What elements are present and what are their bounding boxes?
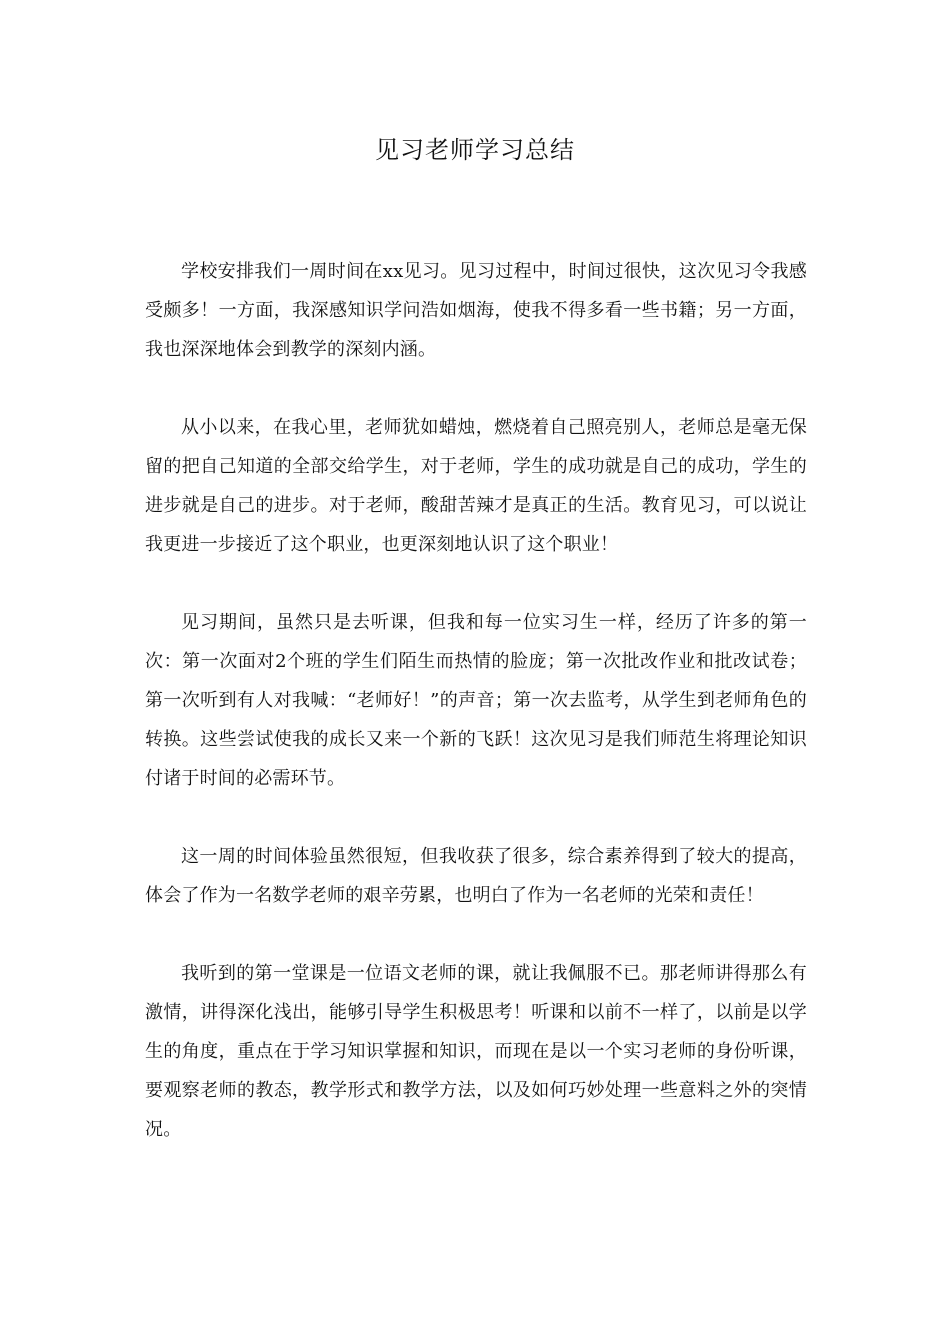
paragraph-4: 这一周的时间体验虽然很短，但我收获了很多，综合素养得到了较大的提高，体会了作为一名数学老师的艰辛劳累，也明白了作为一名老师的光荣和责任！: [145, 846, 807, 906]
paragraph-3: 见习期间，虽然只是去听课，但我和每一位实习生一样，经历了许多的第一次：第一次面对2个班的学生们陌生而热情的脸庞；第一次批改作业和批改试卷；第一次听到有人对我喊：“老师好！”的声音；第一次去监考，从学生到老师角色的转换。这些尝试使我的成长又来一个新的飞跃！这次见习是我们师范生将理论知识付诸于时间的必需环节。: [145, 612, 807, 789]
paragraph-2: 从小以来，在我心里，老师犹如蜡烛，燃烧着自己照亮别人，老师总是毫无保留的把自己知道的全部交给学生，对于老师，学生的成功就是自己的成功，学生的进步就是自己的进步。对于老师，酸甜苦辣才是真正的生活。教育见习，可以说让我更进一步接近了这个职业，也更深刻地认识了这个职业！: [145, 417, 807, 555]
paragraph-5: 我听到的第一堂课是一位语文老师的课，就让我佩服不已。那老师讲得那么有激情，讲得深化浅出，能够引导学生积极思考！听课和以前不一样了，以前是以学生的角度，重点在于学习知识掌握和知识，而现在是以一个实习老师的身份听课，要观察老师的教态，教学形式和教学方法，以及如何巧妙处理一些意料之外的突情况。: [145, 963, 807, 1140]
document-title: 见习老师学习总结: [375, 136, 575, 164]
paragraph-1: 学校安排我们一周时间在xx见习。见习过程中，时间过很快，这次见习令我感受颇多！一方面，我深感知识学问浩如烟海，使我不得多看一些书籍；另一方面，我也深深地体会到教学的深刻内涵。: [145, 261, 807, 360]
document-body: [145, 252, 807, 1188]
